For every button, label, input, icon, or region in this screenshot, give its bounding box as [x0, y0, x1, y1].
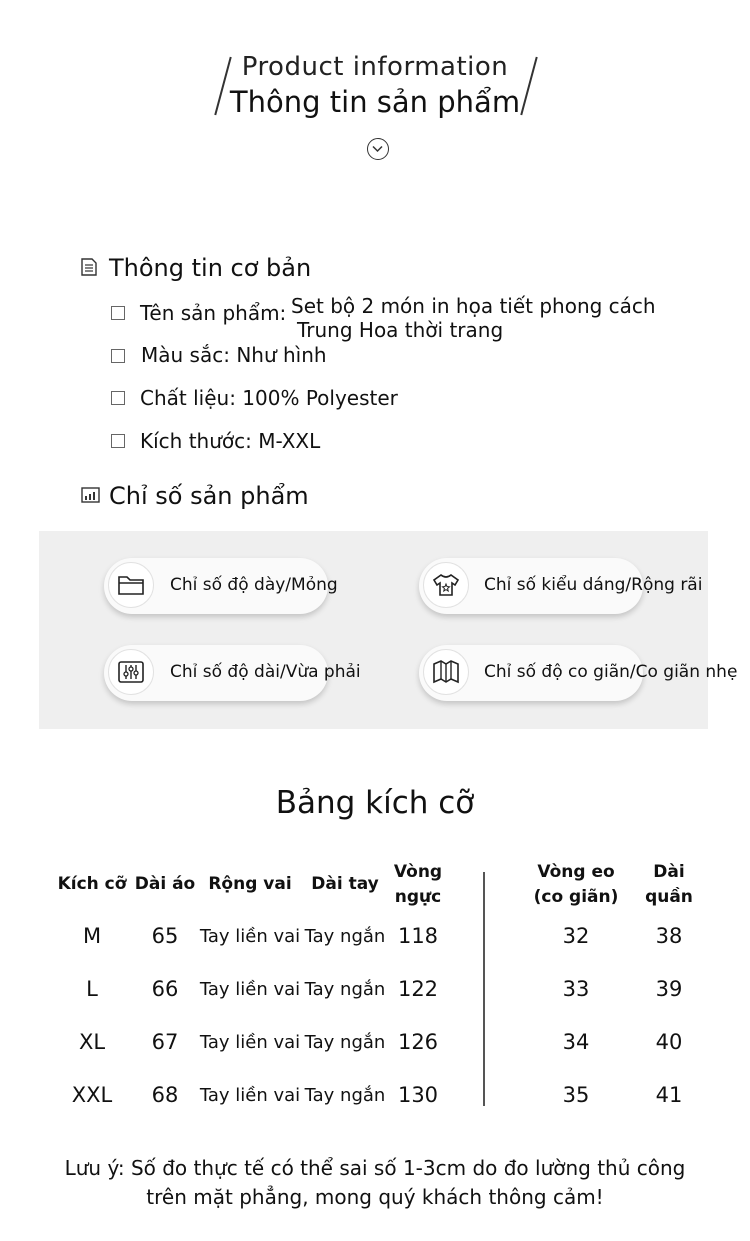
product-name-value-line2: Trung Hoa thời trang	[297, 318, 504, 342]
document-icon	[81, 258, 97, 276]
header-chest-line1: Vòng	[393, 862, 443, 882]
index-label-thickness: Chỉ số độ dày/Mỏng	[170, 575, 338, 595]
bar-chart-icon	[81, 487, 100, 503]
cell-pants: 41	[655, 1083, 683, 1107]
header-shoulder: Rộng vai	[208, 874, 292, 894]
checkbox-icon	[111, 349, 125, 363]
header-waist-line1: Vòng eo	[537, 862, 615, 882]
chevron-down-icon	[367, 138, 389, 160]
cell-chest: 130	[397, 1083, 439, 1107]
header-chest-line2: ngực	[394, 887, 442, 907]
index-pill-thickness	[104, 558, 338, 614]
basic-info-title: Thông tin cơ bản	[109, 254, 312, 282]
header-pants-line1: Dài	[653, 862, 685, 882]
cell-shoulder: Tay liền vai	[199, 979, 301, 1000]
header-pants-line2: quần	[645, 887, 693, 907]
cell-waist: 33	[562, 977, 590, 1001]
header-title-en: Product information	[241, 52, 509, 82]
cell-sleeve: Tay ngắn	[304, 1032, 386, 1053]
note-line2: trên mặt phẳng, mong quý khách thông cảm!	[146, 1185, 604, 1209]
cell-chest: 118	[397, 924, 439, 948]
cell-sleeve: Tay ngắn	[304, 1085, 386, 1106]
cell-size: M	[82, 924, 102, 948]
note-line1: Lưu ý: Số đo thực tế có thể sai số 1-3cm do đo lường thủ công	[64, 1156, 686, 1180]
index-pill-length	[104, 645, 361, 701]
cell-chest: 122	[397, 977, 439, 1001]
cell-size: XL	[78, 1030, 106, 1054]
checkbox-icon	[111, 434, 125, 448]
sliders-icon	[108, 649, 154, 695]
cell-waist: 35	[562, 1083, 590, 1107]
material-item: Chất liệu: 100% Polyester	[140, 386, 398, 410]
cell-shoulder: Tay liền vai	[199, 1085, 301, 1106]
header-size: Kích cỡ	[57, 874, 127, 894]
header-title-vn: Thông tin sản phẩm	[229, 85, 521, 119]
cell-chest: 126	[397, 1030, 439, 1054]
size-chart-title: Bảng kích cỡ	[275, 785, 475, 821]
cell-length: 65	[151, 924, 179, 948]
cell-sleeve: Tay ngắn	[304, 979, 386, 1000]
index-pill-fit	[419, 558, 703, 614]
cell-length: 66	[151, 977, 179, 1001]
header-length: Dài áo	[134, 874, 196, 894]
header-waist-line2: (co giãn)	[533, 887, 619, 907]
cell-pants: 39	[655, 977, 683, 1001]
cell-sleeve: Tay ngắn	[304, 926, 386, 947]
color-item: Màu sắc: Như hình	[141, 343, 327, 367]
cell-waist: 32	[562, 924, 590, 948]
cell-length: 67	[151, 1030, 179, 1054]
product-name-label: Tên sản phẩm:	[140, 301, 287, 325]
checkbox-icon	[111, 306, 125, 320]
cell-length: 68	[151, 1083, 179, 1107]
cell-size: L	[86, 977, 98, 1001]
folder-icon	[108, 562, 154, 608]
indices-title: Chỉ số sản phẩm	[109, 482, 309, 510]
table-divider	[483, 872, 485, 1106]
header-sleeve: Dài tay	[311, 874, 379, 894]
checkbox-icon	[111, 391, 125, 405]
index-label-stretch: Chỉ số độ co giãn/Co giãn nhẹ	[484, 662, 738, 682]
index-label-length: Chỉ số độ dài/Vừa phải	[170, 662, 361, 682]
cell-shoulder: Tay liền vai	[199, 1032, 301, 1053]
cell-pants: 38	[655, 924, 683, 948]
cell-shoulder: Tay liền vai	[199, 926, 301, 947]
index-label-fit: Chỉ số kiểu dáng/Rộng rãi	[484, 575, 703, 595]
index-pill-stretch	[419, 645, 738, 701]
cell-size: XXL	[71, 1083, 113, 1107]
map-fold-icon	[423, 649, 469, 695]
shirt-icon	[423, 562, 469, 608]
cell-pants: 40	[655, 1030, 683, 1054]
size-item: Kích thước: M-XXL	[140, 429, 321, 453]
cell-waist: 34	[562, 1030, 590, 1054]
product-name-value-line1: Set bộ 2 món in họa tiết phong cách	[291, 294, 656, 318]
